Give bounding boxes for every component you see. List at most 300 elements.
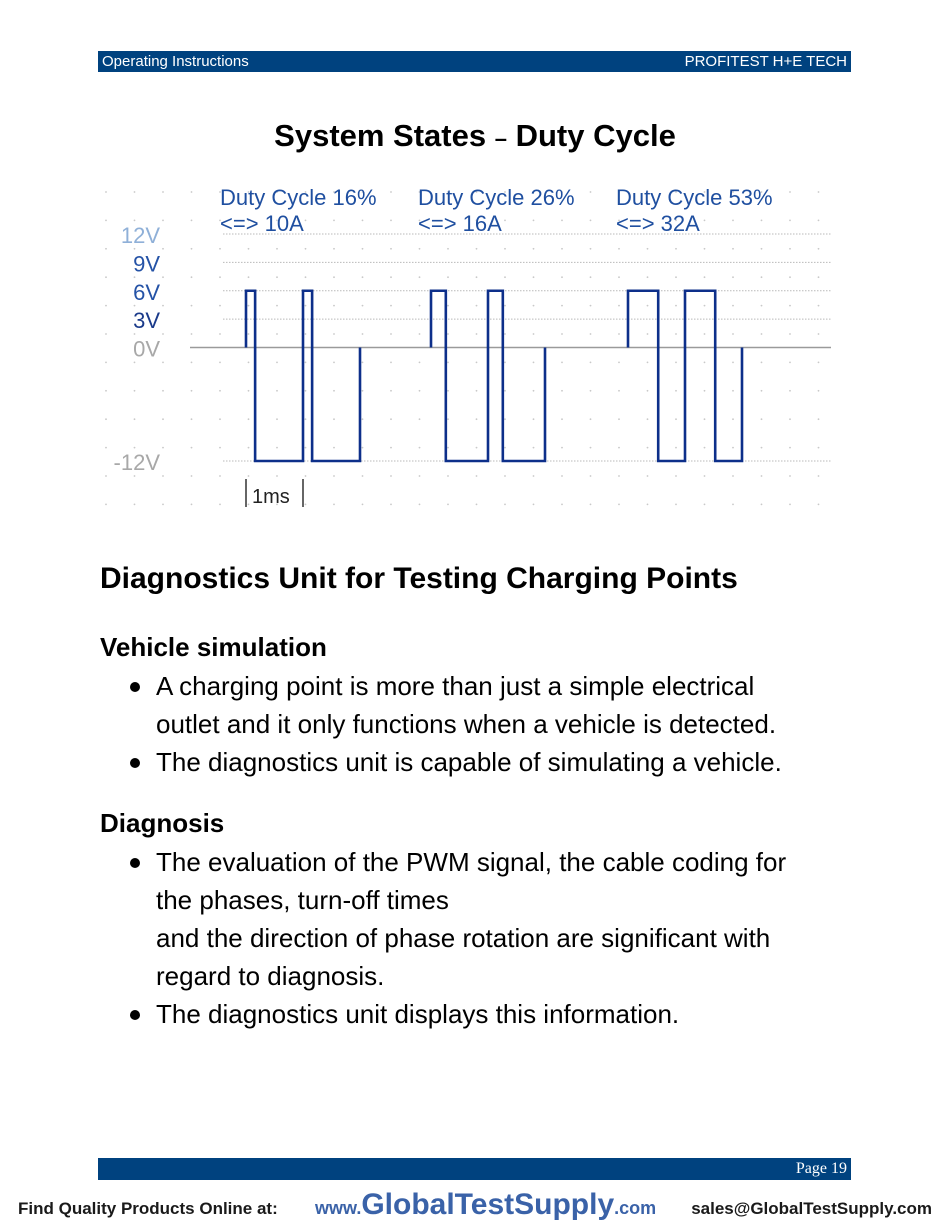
grid-dot bbox=[248, 475, 250, 477]
grid-dot bbox=[362, 504, 364, 506]
grid-dot bbox=[590, 305, 592, 307]
grid-dot bbox=[732, 305, 734, 307]
grid-dot bbox=[134, 504, 136, 506]
grid-dot bbox=[761, 418, 763, 420]
grid-dot bbox=[105, 447, 107, 449]
grid-dot bbox=[305, 475, 307, 477]
grid-dot bbox=[105, 220, 107, 222]
grid-dot bbox=[333, 362, 335, 364]
grid-dot bbox=[675, 248, 677, 250]
grid-dot bbox=[134, 390, 136, 392]
grid-dot bbox=[447, 362, 449, 364]
grid-dot bbox=[162, 220, 164, 222]
grid-dot bbox=[818, 362, 820, 364]
grid-dot bbox=[134, 418, 136, 420]
grid-dot bbox=[761, 333, 763, 335]
grid-dot bbox=[419, 333, 421, 335]
grid-dot bbox=[333, 220, 335, 222]
grid-dot bbox=[447, 305, 449, 307]
grid-dot bbox=[248, 276, 250, 278]
bullet-icon bbox=[130, 682, 140, 692]
grid-dot bbox=[675, 447, 677, 449]
grid-dot bbox=[191, 276, 193, 278]
grid-dot bbox=[704, 475, 706, 477]
grid-dot bbox=[419, 390, 421, 392]
grid-dot bbox=[305, 362, 307, 364]
page-title bbox=[0, 116, 950, 159]
vehicle-simulation-heading: Vehicle simulation bbox=[100, 632, 327, 662]
grid-dot bbox=[162, 475, 164, 477]
grid-dot bbox=[419, 475, 421, 477]
list-item bbox=[130, 667, 860, 743]
grid-dot bbox=[134, 276, 136, 278]
grid-dot bbox=[447, 333, 449, 335]
grid-dot bbox=[191, 191, 193, 193]
grid-dot bbox=[561, 504, 563, 506]
grid-dot bbox=[191, 475, 193, 477]
grid-dot bbox=[590, 418, 592, 420]
vehicle-simulation-list bbox=[130, 667, 860, 781]
grid-dot bbox=[248, 333, 250, 335]
grid-dot bbox=[590, 447, 592, 449]
grid-dot bbox=[248, 504, 250, 506]
diagnosis-list bbox=[130, 843, 860, 1033]
grid-dot bbox=[390, 447, 392, 449]
grid-dot bbox=[618, 418, 620, 420]
grid-dot bbox=[789, 333, 791, 335]
time-scale-label: 1ms bbox=[252, 486, 290, 508]
diagnosis-heading: Diagnosis bbox=[100, 808, 225, 838]
grid-dot bbox=[419, 305, 421, 307]
grid-dot bbox=[162, 248, 164, 250]
grid-dot bbox=[732, 390, 734, 392]
grid-dot bbox=[105, 276, 107, 278]
grid-dot bbox=[219, 276, 221, 278]
grid-dot bbox=[162, 390, 164, 392]
website-suffix: .com bbox=[614, 1198, 657, 1218]
grid-dot bbox=[447, 504, 449, 506]
grid-dot bbox=[504, 248, 506, 250]
header-right: PROFITEST H+E TECH bbox=[684, 53, 847, 70]
grid-dot bbox=[789, 220, 791, 222]
grid-dot bbox=[476, 305, 478, 307]
grid-dot bbox=[704, 418, 706, 420]
footer-bar bbox=[98, 1158, 851, 1180]
title-part1: System States bbox=[274, 118, 487, 153]
grid-dot bbox=[732, 276, 734, 278]
grid-dot bbox=[732, 447, 734, 449]
grid-dot bbox=[390, 276, 392, 278]
grid-dot bbox=[533, 220, 535, 222]
grid-dot bbox=[504, 390, 506, 392]
grid-dot bbox=[447, 248, 449, 250]
grid-dot bbox=[134, 475, 136, 477]
grid-dot bbox=[789, 418, 791, 420]
grid-dot bbox=[362, 447, 364, 449]
grid-dot bbox=[362, 276, 364, 278]
grid-dot bbox=[590, 390, 592, 392]
list-item-line: regard to diagnosis. bbox=[156, 961, 385, 991]
grid-dot bbox=[504, 305, 506, 307]
grid-dot bbox=[761, 220, 763, 222]
grid-dot bbox=[618, 475, 620, 477]
grid-dot bbox=[704, 248, 706, 250]
series-current: <=> 32A bbox=[616, 211, 700, 236]
grid-dot bbox=[561, 418, 563, 420]
grid-dot bbox=[761, 390, 763, 392]
grid-dot bbox=[675, 418, 677, 420]
grid-dot bbox=[761, 248, 763, 250]
grid-dot bbox=[390, 390, 392, 392]
grid-dot bbox=[647, 390, 649, 392]
grid-dot bbox=[219, 248, 221, 250]
list-item-line: and the direction of phase rotation are significant with bbox=[156, 923, 771, 953]
grid-dot bbox=[134, 191, 136, 193]
grid-dot bbox=[476, 475, 478, 477]
list-item-line: The evaluation of the PWM signal, the cable coding for bbox=[156, 847, 787, 877]
grid-dot bbox=[533, 447, 535, 449]
grid-dot bbox=[789, 305, 791, 307]
grid-dot bbox=[789, 504, 791, 506]
grid-dot bbox=[390, 418, 392, 420]
grid-dot bbox=[134, 333, 136, 335]
grid-dot bbox=[675, 333, 677, 335]
grid-dot bbox=[818, 276, 820, 278]
website-main: GlobalTestSupply bbox=[361, 1188, 615, 1221]
grid-dot bbox=[533, 418, 535, 420]
y-tick-label: 0V bbox=[133, 336, 160, 362]
grid-dot bbox=[191, 418, 193, 420]
grid-dot bbox=[675, 390, 677, 392]
grid-dot bbox=[276, 362, 278, 364]
grid-dot bbox=[305, 248, 307, 250]
grid-dot bbox=[162, 362, 164, 364]
grid-dot bbox=[590, 248, 592, 250]
grid-dot bbox=[390, 305, 392, 307]
waveform-series-3 bbox=[628, 291, 742, 461]
grid-dot bbox=[675, 305, 677, 307]
grid-dot bbox=[504, 447, 506, 449]
grid-dot bbox=[219, 475, 221, 477]
grid-dot bbox=[305, 305, 307, 307]
grid-dot bbox=[704, 276, 706, 278]
grid-dot bbox=[732, 418, 734, 420]
grid-dot bbox=[647, 248, 649, 250]
grid-dot bbox=[276, 248, 278, 250]
grid-dot bbox=[761, 475, 763, 477]
grid-dot bbox=[533, 248, 535, 250]
grid-dot bbox=[447, 418, 449, 420]
grid-dot bbox=[561, 362, 563, 364]
grid-dot bbox=[105, 390, 107, 392]
grid-dot bbox=[333, 475, 335, 477]
bullet-icon bbox=[130, 758, 140, 768]
grid-dot bbox=[476, 362, 478, 364]
grid-dot bbox=[590, 504, 592, 506]
y-tick-label: 6V bbox=[133, 279, 160, 305]
grid-dot bbox=[533, 362, 535, 364]
grid-dot bbox=[533, 276, 535, 278]
list-item-line: The diagnostics unit is capable of simulating a vehicle. bbox=[156, 747, 782, 777]
grid-dot bbox=[362, 248, 364, 250]
grid-dot bbox=[818, 191, 820, 193]
grid-dot bbox=[504, 220, 506, 222]
grid-dot bbox=[191, 504, 193, 506]
y-tick-label: 12V bbox=[120, 223, 160, 248]
grid-dot bbox=[561, 276, 563, 278]
grid-dot bbox=[533, 504, 535, 506]
grid-dot bbox=[419, 276, 421, 278]
grid-dot bbox=[419, 362, 421, 364]
grid-dot bbox=[276, 418, 278, 420]
grid-dot bbox=[647, 418, 649, 420]
grid-dot bbox=[105, 191, 107, 193]
grid-dot bbox=[276, 390, 278, 392]
grid-dot bbox=[476, 390, 478, 392]
grid-dot bbox=[419, 418, 421, 420]
grid-dot bbox=[561, 390, 563, 392]
grid-dot bbox=[105, 418, 107, 420]
list-item-line: the phases, turn-off times bbox=[156, 885, 449, 915]
grid-dot bbox=[390, 248, 392, 250]
title-dash: – bbox=[494, 126, 507, 151]
grid-dot bbox=[333, 418, 335, 420]
grid-dot bbox=[219, 362, 221, 364]
grid-dot bbox=[618, 447, 620, 449]
grid-dot bbox=[276, 447, 278, 449]
grid-dot bbox=[333, 333, 335, 335]
grid-dot bbox=[647, 362, 649, 364]
list-item-line: outlet and it only functions when a vehicle is detected. bbox=[156, 709, 777, 739]
grid-dot bbox=[561, 305, 563, 307]
grid-dot bbox=[761, 504, 763, 506]
grid-dot bbox=[818, 447, 820, 449]
grid-dot bbox=[704, 447, 706, 449]
grid-dot bbox=[561, 220, 563, 222]
grid-dot bbox=[732, 362, 734, 364]
grid-dot bbox=[647, 504, 649, 506]
promo-text: Find Quality Products Online at: bbox=[18, 1199, 278, 1218]
grid-dot bbox=[504, 362, 506, 364]
grid-dot bbox=[333, 248, 335, 250]
grid-dot bbox=[419, 248, 421, 250]
y-tick-label: 3V bbox=[133, 308, 160, 334]
list-item bbox=[130, 743, 860, 781]
grid-dot bbox=[276, 475, 278, 477]
grid-dot bbox=[134, 248, 136, 250]
grid-dot bbox=[618, 248, 620, 250]
grid-dot bbox=[191, 333, 193, 335]
grid-dot bbox=[305, 418, 307, 420]
grid-dot bbox=[732, 333, 734, 335]
grid-dot bbox=[248, 248, 250, 250]
series-current: <=> 10A bbox=[220, 211, 304, 236]
grid-dot bbox=[276, 305, 278, 307]
grid-dot bbox=[134, 362, 136, 364]
grid-dot bbox=[704, 362, 706, 364]
grid-dot bbox=[761, 276, 763, 278]
grid-dot bbox=[390, 333, 392, 335]
grid-dot bbox=[675, 362, 677, 364]
grid-dot bbox=[333, 447, 335, 449]
grid-dot bbox=[732, 504, 734, 506]
grid-dot bbox=[105, 475, 107, 477]
grid-dot bbox=[561, 447, 563, 449]
grid-dot bbox=[162, 305, 164, 307]
list-item bbox=[130, 843, 860, 995]
duty-cycle-chart-svg bbox=[98, 180, 838, 515]
grid-dot bbox=[362, 475, 364, 477]
grid-dot bbox=[248, 390, 250, 392]
grid-dot bbox=[105, 333, 107, 335]
grid-dot bbox=[191, 305, 193, 307]
grid-dot bbox=[789, 447, 791, 449]
waveform-series-1 bbox=[246, 291, 360, 461]
grid-dot bbox=[134, 305, 136, 307]
bullet-icon bbox=[130, 1010, 140, 1020]
grid-dot bbox=[704, 390, 706, 392]
grid-dot bbox=[390, 220, 392, 222]
header-bar bbox=[98, 51, 851, 72]
grid-dot bbox=[447, 447, 449, 449]
grid-dot bbox=[162, 276, 164, 278]
grid-dot bbox=[476, 418, 478, 420]
grid-dot bbox=[362, 305, 364, 307]
grid-dot bbox=[390, 191, 392, 193]
grid-dot bbox=[305, 220, 307, 222]
grid-dot bbox=[162, 333, 164, 335]
grid-dot bbox=[191, 362, 193, 364]
grid-dot bbox=[191, 390, 193, 392]
grid-dot bbox=[647, 475, 649, 477]
grid-dot bbox=[533, 333, 535, 335]
grid-dot bbox=[789, 276, 791, 278]
grid-dot bbox=[447, 276, 449, 278]
grid-dot bbox=[647, 305, 649, 307]
grid-dot bbox=[504, 475, 506, 477]
grid-dot bbox=[276, 333, 278, 335]
grid-dot bbox=[533, 305, 535, 307]
grid-dot bbox=[818, 248, 820, 250]
grid-dot bbox=[732, 220, 734, 222]
series-title: Duty Cycle 16% bbox=[220, 185, 377, 210]
grid-dot bbox=[105, 362, 107, 364]
grid-dot bbox=[105, 305, 107, 307]
series-current: <=> 16A bbox=[418, 211, 502, 236]
grid-dot bbox=[704, 220, 706, 222]
grid-dot bbox=[162, 418, 164, 420]
grid-dot bbox=[390, 362, 392, 364]
grid-dot bbox=[761, 305, 763, 307]
grid-dot bbox=[789, 390, 791, 392]
grid-dot bbox=[618, 504, 620, 506]
grid-dot bbox=[276, 276, 278, 278]
grid-dot bbox=[704, 333, 706, 335]
grid-dot bbox=[704, 305, 706, 307]
grid-dot bbox=[447, 390, 449, 392]
grid-dot bbox=[618, 362, 620, 364]
sales-email[interactable]: sales@GlobalTestSupply.com bbox=[691, 1199, 932, 1218]
grid-dot bbox=[305, 504, 307, 506]
grid-dot bbox=[362, 333, 364, 335]
grid-dot bbox=[447, 475, 449, 477]
grid-dot bbox=[305, 333, 307, 335]
list-item bbox=[130, 995, 860, 1033]
grid-dot bbox=[362, 418, 364, 420]
grid-dot bbox=[789, 191, 791, 193]
grid-dot bbox=[504, 276, 506, 278]
duty-cycle-chart bbox=[98, 180, 838, 515]
grid-dot bbox=[248, 305, 250, 307]
grid-dot bbox=[818, 333, 820, 335]
grid-dot bbox=[590, 191, 592, 193]
grid-dot bbox=[248, 447, 250, 449]
title-part2: Duty Cycle bbox=[515, 118, 676, 153]
grid-dot bbox=[333, 504, 335, 506]
header-left: Operating Instructions bbox=[102, 53, 249, 70]
grid-dot bbox=[789, 362, 791, 364]
list-item-line: The diagnostics unit displays this information. bbox=[156, 999, 680, 1029]
grid-dot bbox=[362, 362, 364, 364]
grid-dot bbox=[504, 418, 506, 420]
grid-dot bbox=[191, 447, 193, 449]
grid-dot bbox=[476, 504, 478, 506]
grid-dot bbox=[818, 390, 820, 392]
series-title: Duty Cycle 26% bbox=[418, 185, 575, 210]
grid-dot bbox=[647, 276, 649, 278]
grid-dot bbox=[533, 390, 535, 392]
grid-dot bbox=[590, 475, 592, 477]
website-prefix: www. bbox=[315, 1198, 362, 1218]
waveform-series-2 bbox=[431, 291, 545, 461]
grid-dot bbox=[191, 248, 193, 250]
grid-dot bbox=[333, 276, 335, 278]
grid-dot bbox=[647, 333, 649, 335]
grid-dot bbox=[561, 333, 563, 335]
grid-dot bbox=[818, 418, 820, 420]
website-link[interactable] bbox=[315, 1188, 656, 1222]
grid-dot bbox=[476, 276, 478, 278]
page-number: Page 19 bbox=[795, 1160, 847, 1177]
grid-dot bbox=[590, 276, 592, 278]
grid-dot bbox=[219, 447, 221, 449]
grid-dot bbox=[305, 276, 307, 278]
grid-dot bbox=[305, 390, 307, 392]
grid-dot bbox=[362, 390, 364, 392]
grid-dot bbox=[618, 276, 620, 278]
grid-dot bbox=[333, 305, 335, 307]
grid-dot bbox=[533, 475, 535, 477]
grid-dot bbox=[134, 220, 136, 222]
grid-dot bbox=[191, 220, 193, 222]
grid-dot bbox=[305, 447, 307, 449]
grid-dot bbox=[732, 248, 734, 250]
y-tick-label: 9V bbox=[133, 251, 160, 277]
section-title: Diagnostics Unit for Testing Charging Points bbox=[100, 562, 738, 595]
grid-dot bbox=[618, 390, 620, 392]
y-tick-label: -12V bbox=[113, 450, 160, 475]
grid-dot bbox=[362, 220, 364, 222]
grid-dot bbox=[390, 475, 392, 477]
grid-dot bbox=[219, 333, 221, 335]
grid-dot bbox=[647, 447, 649, 449]
grid-dot bbox=[590, 220, 592, 222]
list-item-line: A charging point is more than just a simple electrical bbox=[156, 671, 755, 701]
grid-dot bbox=[590, 362, 592, 364]
grid-dot bbox=[504, 504, 506, 506]
grid-dot bbox=[818, 504, 820, 506]
grid-dot bbox=[818, 220, 820, 222]
